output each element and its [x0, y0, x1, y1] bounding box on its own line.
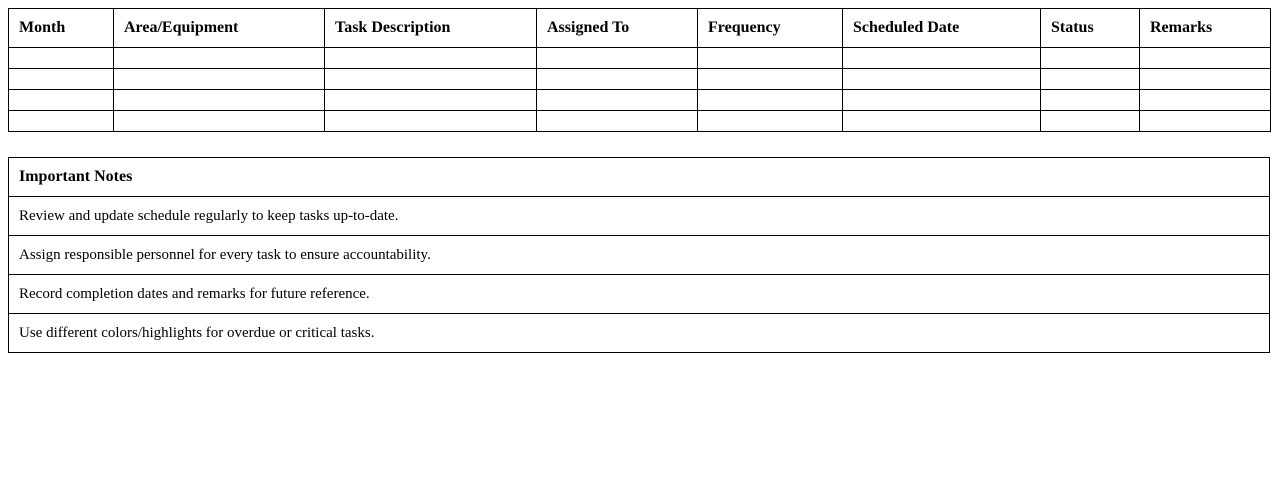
- table-cell[interactable]: [1041, 111, 1140, 132]
- table-cell[interactable]: [843, 90, 1041, 111]
- table-cell[interactable]: [114, 111, 325, 132]
- table-cell[interactable]: [9, 69, 114, 90]
- table-cell[interactable]: [9, 111, 114, 132]
- column-header-task-description: Task Description: [325, 9, 537, 48]
- table-cell[interactable]: [325, 90, 537, 111]
- note-item: Assign responsible personnel for every task to ensure accountability.: [9, 236, 1270, 275]
- table-row: [9, 90, 1271, 111]
- table-cell[interactable]: [843, 111, 1041, 132]
- table-cell[interactable]: [537, 111, 698, 132]
- maintenance-schedule-table: [8, 8, 1271, 132]
- note-row: [9, 236, 1270, 275]
- table-cell[interactable]: [698, 111, 843, 132]
- table-cell[interactable]: [1041, 48, 1140, 69]
- table-cell[interactable]: [9, 48, 114, 69]
- column-header-status: Status: [1041, 9, 1140, 48]
- note-row: [9, 197, 1270, 236]
- note-row: [9, 275, 1270, 314]
- table-cell[interactable]: [1041, 69, 1140, 90]
- table-cell[interactable]: [843, 48, 1041, 69]
- table-cell[interactable]: [1140, 69, 1271, 90]
- table-cell[interactable]: [843, 69, 1041, 90]
- table-cell[interactable]: [1140, 111, 1271, 132]
- table-cell[interactable]: [698, 48, 843, 69]
- notes-header-row: [9, 158, 1270, 197]
- important-notes-table: [8, 157, 1270, 353]
- table-cell[interactable]: [698, 90, 843, 111]
- table-cell[interactable]: [537, 48, 698, 69]
- table-cell[interactable]: [325, 69, 537, 90]
- column-header-remarks: Remarks: [1140, 9, 1271, 48]
- note-item: Use different colors/highlights for overdue or critical tasks.: [9, 314, 1270, 353]
- table-header-row: [9, 9, 1271, 48]
- table-cell[interactable]: [114, 69, 325, 90]
- table-cell[interactable]: [114, 90, 325, 111]
- table-cell[interactable]: [325, 111, 537, 132]
- table-cell[interactable]: [537, 69, 698, 90]
- table-row: [9, 48, 1271, 69]
- table-row: [9, 69, 1271, 90]
- table-cell[interactable]: [325, 48, 537, 69]
- table-cell[interactable]: [1041, 90, 1140, 111]
- column-header-area-equipment: Area/Equipment: [114, 9, 325, 48]
- table-cell[interactable]: [537, 90, 698, 111]
- column-header-frequency: Frequency: [698, 9, 843, 48]
- table-cell[interactable]: [9, 90, 114, 111]
- note-item: Review and update schedule regularly to keep tasks up-to-date.: [9, 197, 1270, 236]
- page-content: [8, 8, 1270, 353]
- table-cell[interactable]: [698, 69, 843, 90]
- column-header-scheduled-date: Scheduled Date: [843, 9, 1041, 48]
- table-cell[interactable]: [1140, 90, 1271, 111]
- notes-title: Important Notes: [9, 158, 1270, 197]
- note-item: Record completion dates and remarks for future reference.: [9, 275, 1270, 314]
- column-header-month: Month: [9, 9, 114, 48]
- column-header-assigned-to: Assigned To: [537, 9, 698, 48]
- table-cell[interactable]: [1140, 48, 1271, 69]
- table-row: [9, 111, 1271, 132]
- note-row: [9, 314, 1270, 353]
- table-cell[interactable]: [114, 48, 325, 69]
